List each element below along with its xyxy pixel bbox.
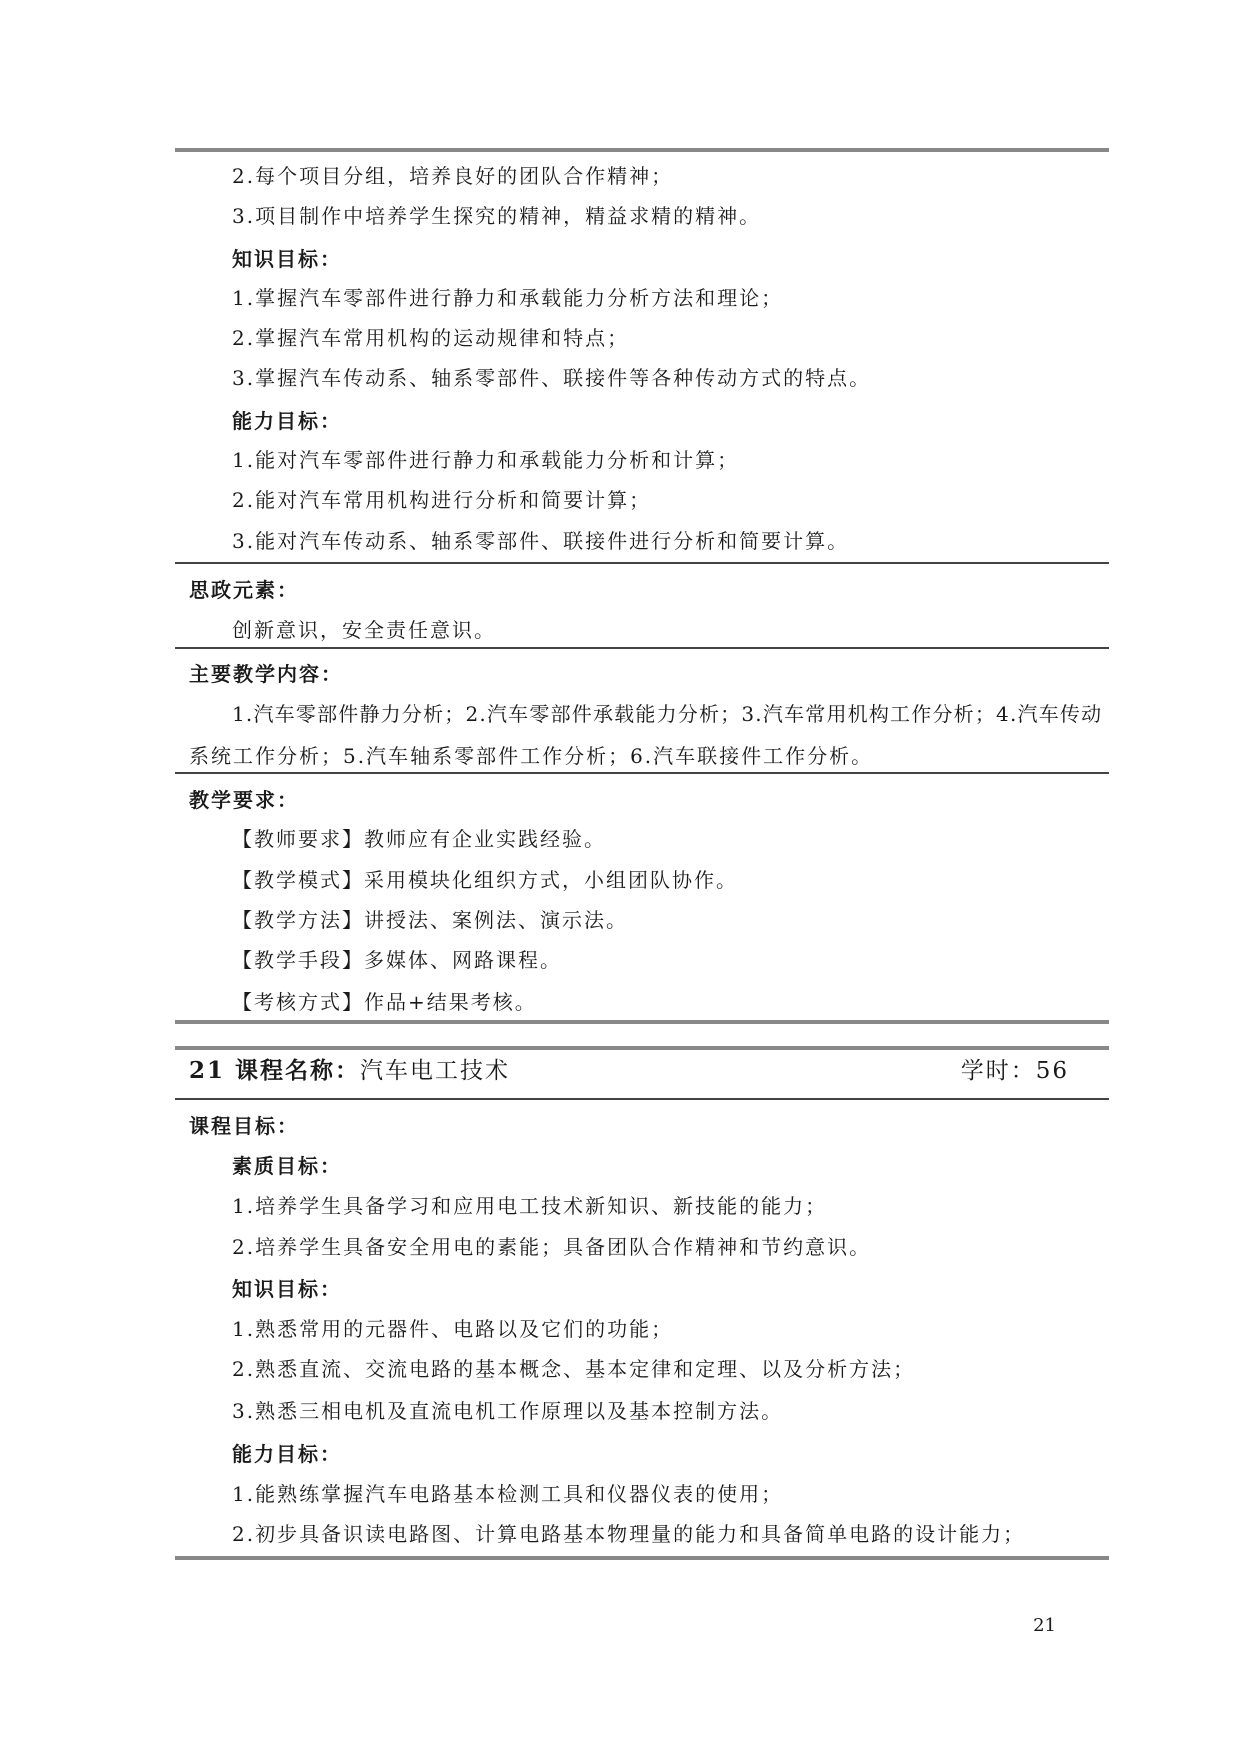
- knowledge-heading: 知识目标：: [232, 247, 342, 271]
- requirement-line: 【教学手段】多媒体、网路课程。: [232, 948, 562, 972]
- knowledge-line: 3.掌握汽车传动系、轴系零部件、联接件等各种传动方式的特点。: [232, 366, 872, 390]
- quality-heading: 素质目标：: [232, 1154, 342, 1178]
- section-divider: [175, 647, 1109, 649]
- top-rule: [175, 148, 1109, 152]
- knowledge-line: 3.熟悉三相电机及直流电机工作原理以及基本控制方法。: [232, 1399, 784, 1423]
- ability-line: 1.能对汽车零部件进行静力和承载能力分析和计算；: [232, 448, 740, 472]
- table-bottom-rule: [175, 1020, 1109, 1024]
- ability-heading: 能力目标：: [232, 409, 342, 433]
- quality-line: 2.每个项目分组，培养良好的团队合作精神；: [232, 164, 674, 188]
- content-line: 系统工作分析；5.汽车轴系零部件工作分析；6.汽车联接件工作分析。: [189, 744, 874, 768]
- course-name: 汽车电工技术: [360, 1058, 511, 1084]
- bottom-rule: [175, 1556, 1109, 1560]
- requirement-line: 【教学方法】讲授法、案例法、演示法。: [232, 908, 628, 932]
- course-hours: 学时：56: [960, 1058, 1069, 1084]
- section-divider: [175, 1098, 1109, 1100]
- requirement-line: 【教学模式】采用模块化组织方式，小组团队协作。: [232, 868, 738, 892]
- knowledge-line: 2.掌握汽车常用机构的运动规律和特点；: [232, 326, 630, 350]
- ability-line: 2.初步具备识读电路图、计算电路基本物理量的能力和具备简单电路的设计能力；: [232, 1522, 1026, 1546]
- requirement-line: 【教师要求】教师应有企业实践经验。: [232, 827, 606, 851]
- ability-line: 2.能对汽车常用机构进行分析和简要计算；: [232, 488, 652, 512]
- requirement-line: 【考核方式】作品+结果考核。: [232, 990, 537, 1014]
- ability-heading: 能力目标：: [232, 1442, 342, 1466]
- quality-line: 3.项目制作中培养学生探究的精神，精益求精的精神。: [232, 204, 762, 228]
- page-number: 21: [1033, 1615, 1056, 1636]
- course-number-label: 21 课程名称：: [189, 1057, 361, 1084]
- content-heading: 主要教学内容：: [189, 662, 343, 686]
- ability-line: 3.能对汽车传动系、轴系零部件、联接件进行分析和简要计算。: [232, 529, 850, 553]
- goals-heading: 课程目标：: [189, 1114, 299, 1138]
- course-title-row: [189, 1056, 1089, 1086]
- requirements-heading: 教学要求：: [189, 788, 299, 812]
- knowledge-line: 1.熟悉常用的元器件、电路以及它们的功能；: [232, 1317, 674, 1341]
- content-line: 1.汽车零部件静力分析；2.汽车零部件承载能力分析；3.汽车常用机构工作分析；4.汽车传动: [232, 702, 1103, 726]
- ability-line: 1.能熟练掌握汽车电路基本检测工具和仪器仪表的使用；: [232, 1482, 784, 1506]
- quality-line: 1.培养学生具备学习和应用电工技术新知识、新技能的能力；: [232, 1194, 828, 1218]
- quality-line: 2.培养学生具备安全用电的素能；具备团队合作精神和节约意识。: [232, 1235, 872, 1259]
- ideology-text: 创新意识，安全责任意识。: [232, 618, 496, 642]
- section-divider: [175, 562, 1109, 564]
- knowledge-line: 2.熟悉直流、交流电路的基本概念、基本定律和定理、以及分析方法；: [232, 1357, 916, 1381]
- section-divider: [175, 772, 1109, 774]
- knowledge-line: 1.掌握汽车零部件进行静力和承载能力分析方法和理论；: [232, 286, 784, 310]
- table-top-rule: [175, 1046, 1109, 1050]
- knowledge-heading: 知识目标：: [232, 1277, 342, 1301]
- ideology-heading: 思政元素：: [189, 578, 299, 602]
